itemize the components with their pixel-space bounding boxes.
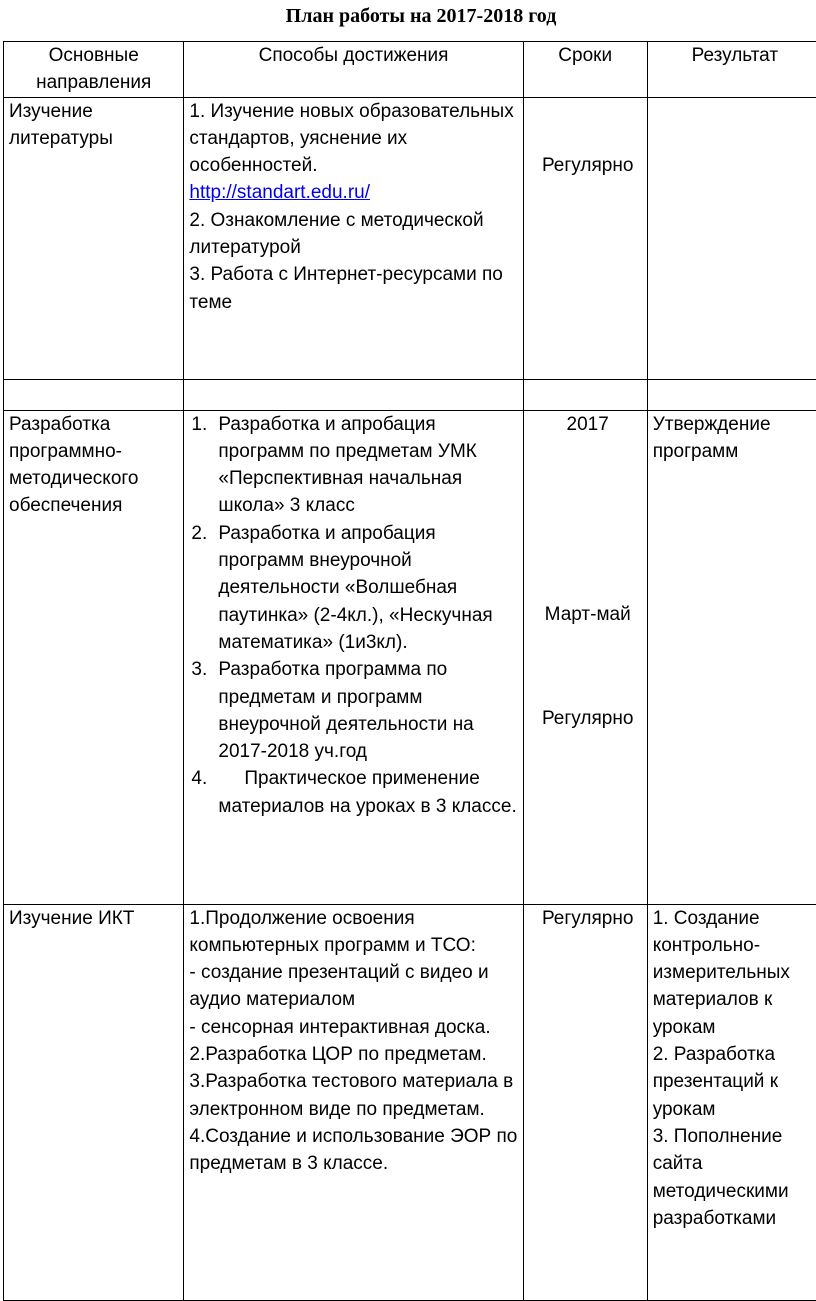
term-value: Регулярно [529, 905, 647, 932]
table-row [4, 97, 816, 379]
result-item: 2. Разработка презентаций к урокам [653, 1041, 816, 1123]
standards-link[interactable]: http://standart.edu.ru/ [189, 179, 522, 206]
table-header-row [4, 42, 816, 98]
term-value: Регулярно [529, 152, 647, 179]
result-cell [647, 97, 816, 379]
list-text: Практическое применение материалов на уроках в 3 классе. [218, 768, 516, 816]
result-item: 3. Пополнение сайта методическими разработками [653, 1123, 816, 1232]
terms-spacer [529, 438, 647, 601]
header-result: Результат [647, 42, 816, 98]
empty-cell [4, 379, 184, 410]
ways-list [189, 411, 522, 820]
ways-item: 3.Разработка тестового материала в электронном виде по предметам. [189, 1068, 522, 1123]
list-item [189, 765, 522, 820]
ways-cell [184, 410, 523, 904]
ways-item: 2.Разработка ЦОР по предметам. [189, 1041, 522, 1068]
header-direction: Основные направления [4, 42, 184, 98]
ways-cell [184, 97, 523, 379]
blank-row [4, 379, 816, 410]
list-number: 1. [191, 411, 207, 438]
list-item [189, 411, 522, 520]
list-number: 2. [191, 520, 207, 547]
result-cell: Утверждение программ [647, 410, 816, 904]
direction-cell: Изучение литературы [4, 97, 184, 379]
empty-cell [184, 379, 523, 410]
terms-cell [523, 410, 647, 904]
list-text: Разработка программа по предметам и программ внеурочной деятельности на 2017-2018 уч.год [218, 659, 473, 762]
list-text: Разработка и апробация программ внеурочной деятельности «Волшебная паутинка» (2-4кл.), «Нескучная математика» (1и3кл). [218, 523, 492, 653]
table-row [4, 410, 816, 904]
terms-spacer [529, 98, 647, 152]
term-value: Регулярно [529, 705, 647, 732]
list-item [189, 656, 522, 765]
direction-cell: Разработка программно-методического обеспечения [4, 410, 184, 904]
term-value: Март-май [529, 601, 647, 628]
page-title: План работы на 2017-2018 год [0, 2, 816, 30]
header-terms: Сроки [523, 42, 647, 98]
ways-item: - сенсорная интерактивная доска. [189, 1014, 522, 1041]
term-value: 2017 [529, 411, 647, 438]
empty-cell [647, 379, 816, 410]
list-number: 4. [191, 765, 207, 792]
list-text: Разработка и апробация программ по предметам УМК «Перспективная начальная школа» 3 класс [218, 414, 476, 517]
ways-item: 3. Работа с Интернет-ресурсами по теме [189, 261, 522, 316]
table-row [4, 904, 816, 1300]
ways-item: 1.Продолжение освоения компьютерных программ и ТСО: [189, 905, 522, 960]
list-number: 3. [191, 656, 207, 683]
terms-cell [523, 904, 647, 1300]
header-ways: Способы достижения [184, 42, 523, 98]
ways-item: 1. Изучение новых образовательных стандартов, уяснение их особенностей. [189, 98, 522, 180]
ways-item: 4.Создание и использование ЭОР по предметам в 3 классе. [189, 1123, 522, 1178]
empty-cell [523, 379, 647, 410]
ways-cell [184, 904, 523, 1300]
result-cell [647, 904, 816, 1300]
plan-table [3, 41, 816, 1301]
terms-spacer [529, 628, 647, 705]
ways-item: 2. Ознакомление с методической литературой [189, 207, 522, 262]
result-item: 1. Создание контрольно-измерительных материалов к урокам [653, 905, 816, 1041]
terms-cell [523, 97, 647, 379]
direction-cell: Изучение ИКТ [4, 904, 184, 1300]
ways-item: - создание презентаций с видео и аудио материалом [189, 959, 522, 1014]
list-item [189, 520, 522, 656]
